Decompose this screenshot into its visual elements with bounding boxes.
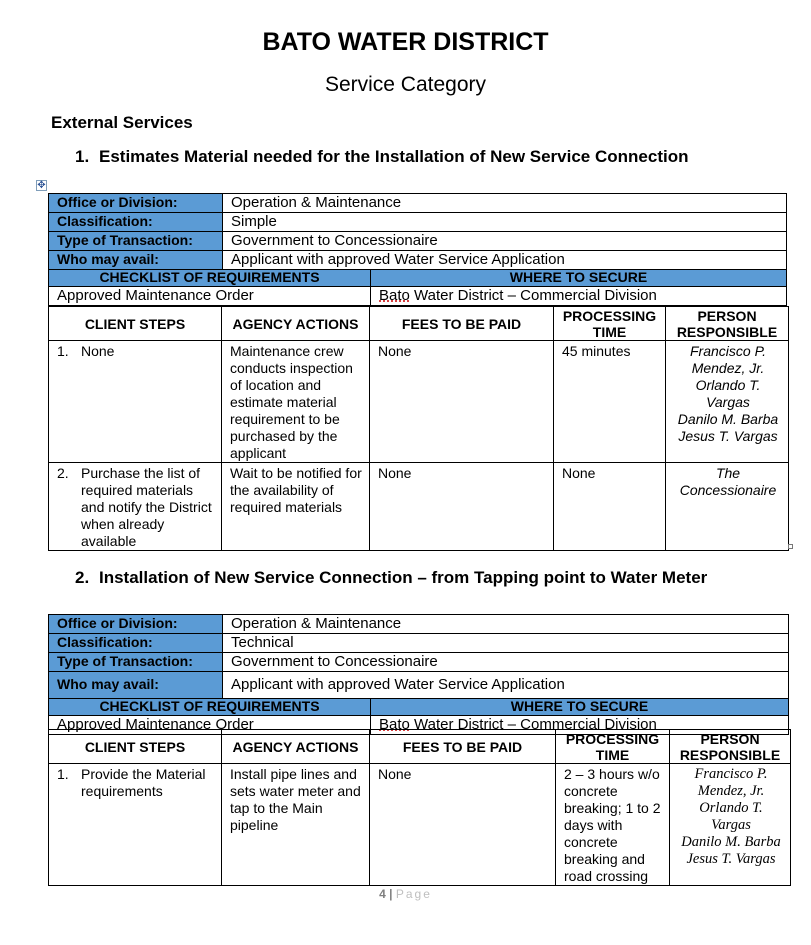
transaction-label: Type of Transaction: (49, 232, 223, 251)
agency-action: Wait to be notified for the availability of required materials (222, 463, 370, 551)
person-line: Francisco P. (690, 343, 766, 359)
client-step (49, 341, 222, 463)
time-label: TIME (595, 746, 630, 763)
document-title: BATO WATER DISTRICT (262, 28, 549, 56)
person-line: Francisco P. (694, 766, 768, 782)
classification-label: Classification: (49, 213, 223, 232)
service-title: Installation of New Service Connection – from Tapping point to Water Meter (99, 568, 708, 587)
responsible-label: RESPONSIBLE (676, 323, 778, 340)
where-word: Bato (379, 716, 410, 733)
person-line: Mendez, Jr. (691, 360, 765, 376)
person-responsible (666, 341, 789, 463)
classification-label: Classification: (49, 634, 223, 653)
step-number: 2. (57, 465, 69, 481)
person-line: Danilo M. Barba (677, 411, 779, 427)
agency-actions-header: AGENCY ACTIONS (222, 307, 370, 341)
person-line: The (715, 465, 741, 481)
agency-action: Install pipe lines and sets water meter and tap to the Main pipeline (222, 764, 370, 886)
who-label: Who may avail: (49, 251, 223, 270)
person-line: Jesus T. Vargas (678, 428, 778, 444)
section-heading: External Services (51, 113, 193, 132)
transaction-value: Government to Concessionaire (223, 653, 789, 672)
client-step (49, 463, 222, 551)
client-step-text: None (81, 343, 115, 359)
service-number: 2. (75, 568, 90, 587)
page-label: Page (395, 887, 432, 901)
requirement-value: Approved Maintenance Order (49, 716, 371, 735)
table-resize-handle-icon[interactable] (788, 544, 793, 549)
table-row (49, 341, 789, 463)
fees-value: None (370, 463, 554, 551)
processing-label: PROCESSING (562, 307, 657, 324)
person-responsible-header (666, 307, 789, 341)
client-step (49, 764, 222, 886)
who-label: Who may avail: (49, 672, 223, 699)
checklist-header: CHECKLIST OF REQUIREMENTS (49, 270, 371, 287)
page-number: 4 (379, 887, 386, 901)
processing-time-header (554, 307, 666, 341)
where-header: WHERE TO SECURE (371, 270, 787, 287)
requirement-value: Approved Maintenance Order (49, 287, 371, 306)
client-step-text: Provide the Material requirements (81, 766, 206, 799)
person-line: Orlando T. (695, 377, 761, 393)
person-line: Jesus T. Vargas (686, 851, 776, 867)
who-value: Applicant with approved Water Service Application (223, 672, 789, 699)
where-header: WHERE TO SECURE (371, 699, 789, 716)
person-label: PERSON (700, 730, 760, 747)
agency-actions-header: AGENCY ACTIONS (222, 730, 370, 764)
person-label: PERSON (697, 307, 757, 324)
table-move-handle-icon[interactable]: ✥ (37, 180, 46, 191)
agency-action: Maintenance crew conducts inspection of location and estimate material requirement to be purchased by the applicant (222, 341, 370, 463)
classification-value: Simple (223, 213, 787, 232)
who-value: Applicant with approved Water Service Application (223, 251, 787, 270)
processing-time-value: 45 minutes (554, 341, 666, 463)
processing-time-value: 2 – 3 hours w/o concrete breaking; 1 to 2 days with concrete breaking and road crossing (556, 764, 670, 886)
client-steps-header: CLIENT STEPS (49, 730, 222, 764)
page-separator: | (389, 887, 393, 901)
responsible-label: RESPONSIBLE (679, 746, 781, 763)
office-label: Office or Division: (49, 194, 223, 213)
person-line: Danilo M. Barba (681, 834, 781, 850)
service-title: Estimates Material needed for the Installation of New Service Connection (99, 147, 689, 166)
service-1-heading (75, 147, 688, 167)
person-responsible (670, 764, 791, 886)
page-footer (0, 887, 811, 901)
transaction-label: Type of Transaction: (49, 653, 223, 672)
person-responsible (666, 463, 789, 551)
where-word: Bato (379, 287, 410, 304)
step-number: 1. (57, 343, 69, 359)
service-1-steps-table (48, 306, 789, 551)
where-rest: Water District – Commercial Division (409, 287, 657, 304)
document-subtitle: Service Category (324, 73, 487, 96)
person-line: Concessionaire (679, 482, 777, 498)
service-1-info-table (48, 193, 787, 306)
fees-value: None (370, 764, 556, 886)
office-value: Operation & Maintenance (223, 194, 787, 213)
fees-header: FEES TO BE PAID (370, 307, 554, 341)
step-number: 1. (57, 766, 69, 782)
service-2-heading (75, 568, 707, 588)
where-rest: Water District – Commercial Division (409, 716, 657, 733)
client-steps-header: CLIENT STEPS (49, 307, 222, 341)
office-value: Operation & Maintenance (223, 615, 789, 634)
person-line: Mendez, Jr. (697, 783, 765, 799)
fees-value: None (370, 341, 554, 463)
person-line: Orlando T. (699, 800, 763, 816)
service-2-info-table (48, 614, 789, 735)
service-number: 1. (75, 147, 90, 166)
classification-value: Technical (223, 634, 789, 653)
client-step-text: Purchase the list of required materials and notify the District when already available (81, 465, 212, 549)
table-row (49, 463, 789, 551)
processing-time-header (556, 730, 670, 764)
time-label: TIME (592, 323, 627, 340)
fees-header: FEES TO BE PAID (370, 730, 556, 764)
table-row (49, 764, 791, 886)
processing-label: PROCESSING (565, 730, 660, 747)
person-line: Vargas (711, 817, 751, 833)
person-responsible-header (670, 730, 791, 764)
office-label: Office or Division: (49, 615, 223, 634)
transaction-value: Government to Concessionaire (223, 232, 787, 251)
where-value (371, 287, 787, 306)
checklist-header: CHECKLIST OF REQUIREMENTS (49, 699, 371, 716)
service-2-steps-table (48, 729, 791, 886)
processing-time-value: None (554, 463, 666, 551)
person-line: Vargas (706, 394, 750, 410)
